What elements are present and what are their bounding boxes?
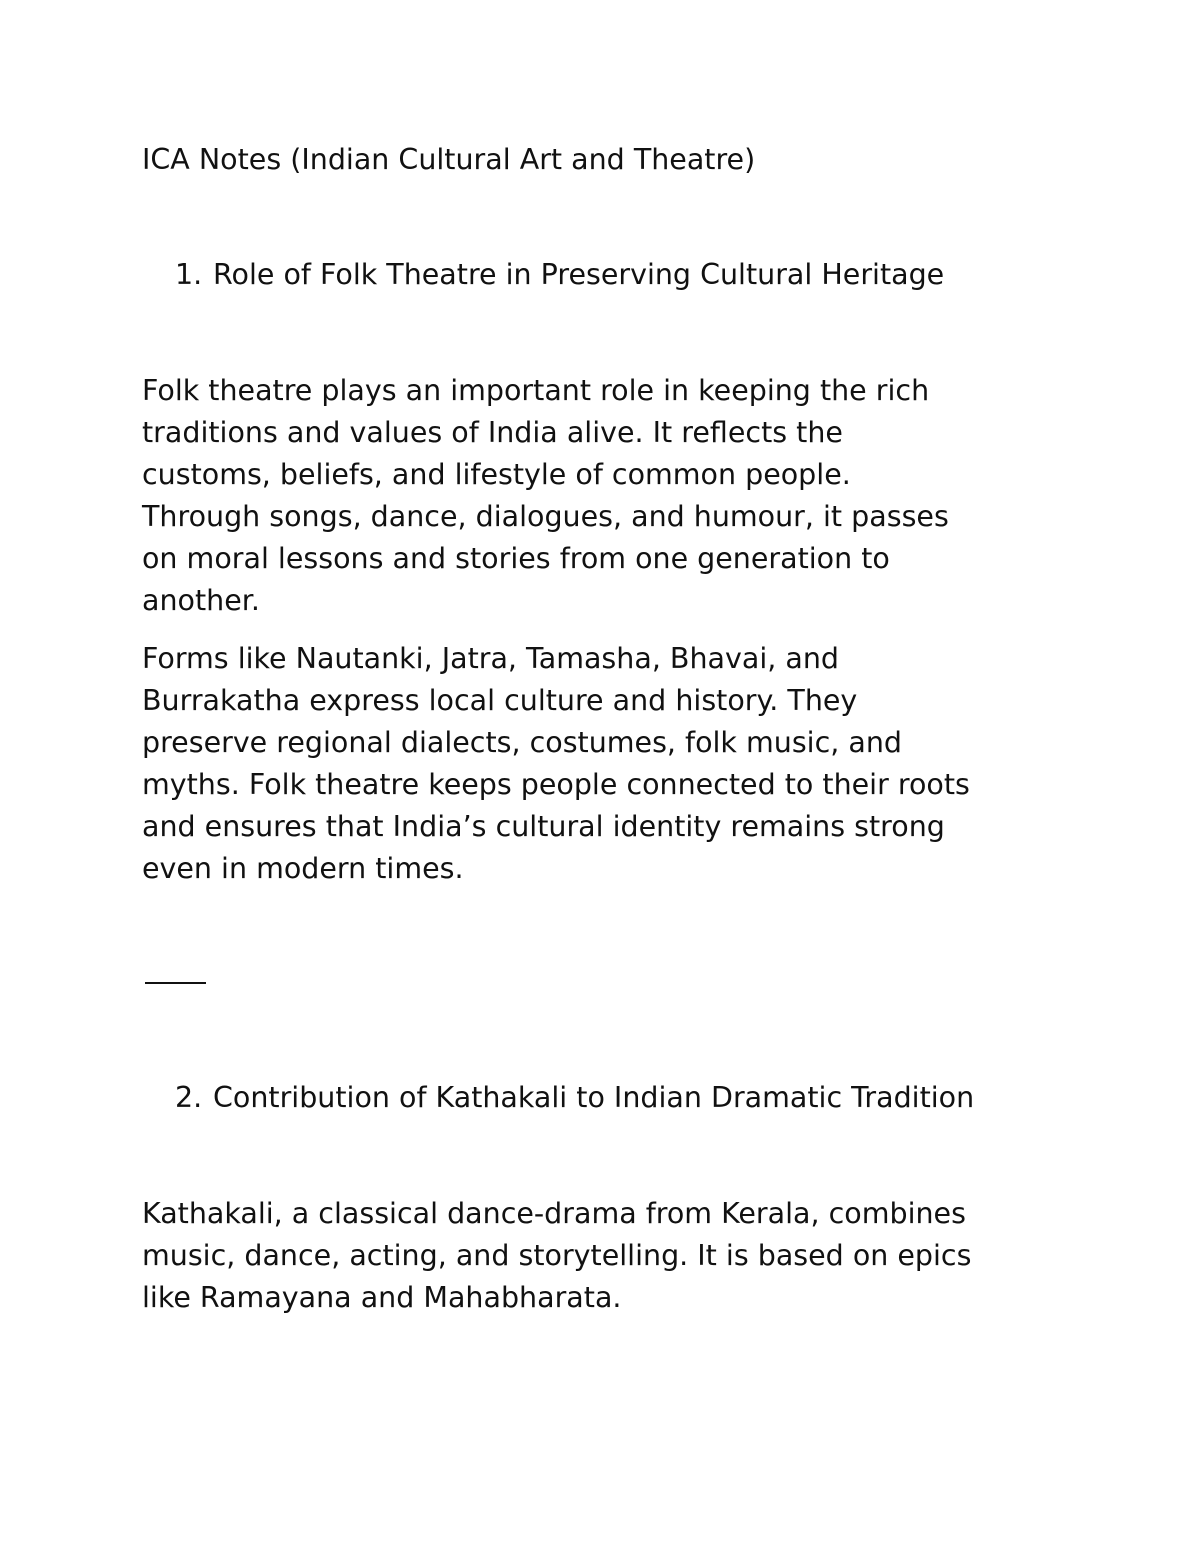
text-line: another. (142, 584, 260, 617)
section-heading-2 (175, 1079, 974, 1117)
paragraph-folk-theatre-forms (142, 638, 1082, 890)
text-line: preserve regional dialects, costumes, folk music, and (142, 726, 902, 759)
text-line: like Ramayana and Mahabharata. (142, 1281, 622, 1314)
text-line: even in modern times. (142, 852, 464, 885)
text-line: music, dance, acting, and storytelling. It is based on epics (142, 1239, 972, 1272)
section-number: 2. (175, 1081, 203, 1114)
text-line: Through songs, dance, dialogues, and humour, it passes (142, 500, 949, 533)
section-heading-text: Role of Folk Theatre in Preserving Cultural Heritage (213, 258, 945, 291)
text-line: Kathakali, a classical dance-drama from Kerala, combines (142, 1197, 966, 1230)
text-line: on moral lessons and stories from one generation to (142, 542, 890, 575)
section-number: 1. (175, 258, 203, 291)
text-line: traditions and values of India alive. It reflects the (142, 416, 843, 449)
text-line: Folk theatre plays an important role in keeping the rich (142, 374, 930, 407)
text-line: Forms like Nautanki, Jatra, Tamasha, Bhavai, and (142, 642, 839, 675)
text-line: customs, beliefs, and lifestyle of common people. (142, 458, 851, 491)
section-divider (145, 982, 206, 984)
text-line: Burrakatha express local culture and history. They (142, 684, 858, 717)
paragraph-kathakali (142, 1193, 1082, 1319)
paragraph-folk-theatre-intro (142, 370, 1082, 622)
section-heading-text: Contribution of Kathakali to Indian Dramatic Tradition (213, 1081, 975, 1114)
document-title: ICA Notes (Indian Cultural Art and Theatre) (142, 143, 756, 176)
text-line: myths. Folk theatre keeps people connected to their roots (142, 768, 970, 801)
text-line: and ensures that India’s cultural identity remains strong (142, 810, 945, 843)
section-heading-1 (175, 256, 944, 294)
